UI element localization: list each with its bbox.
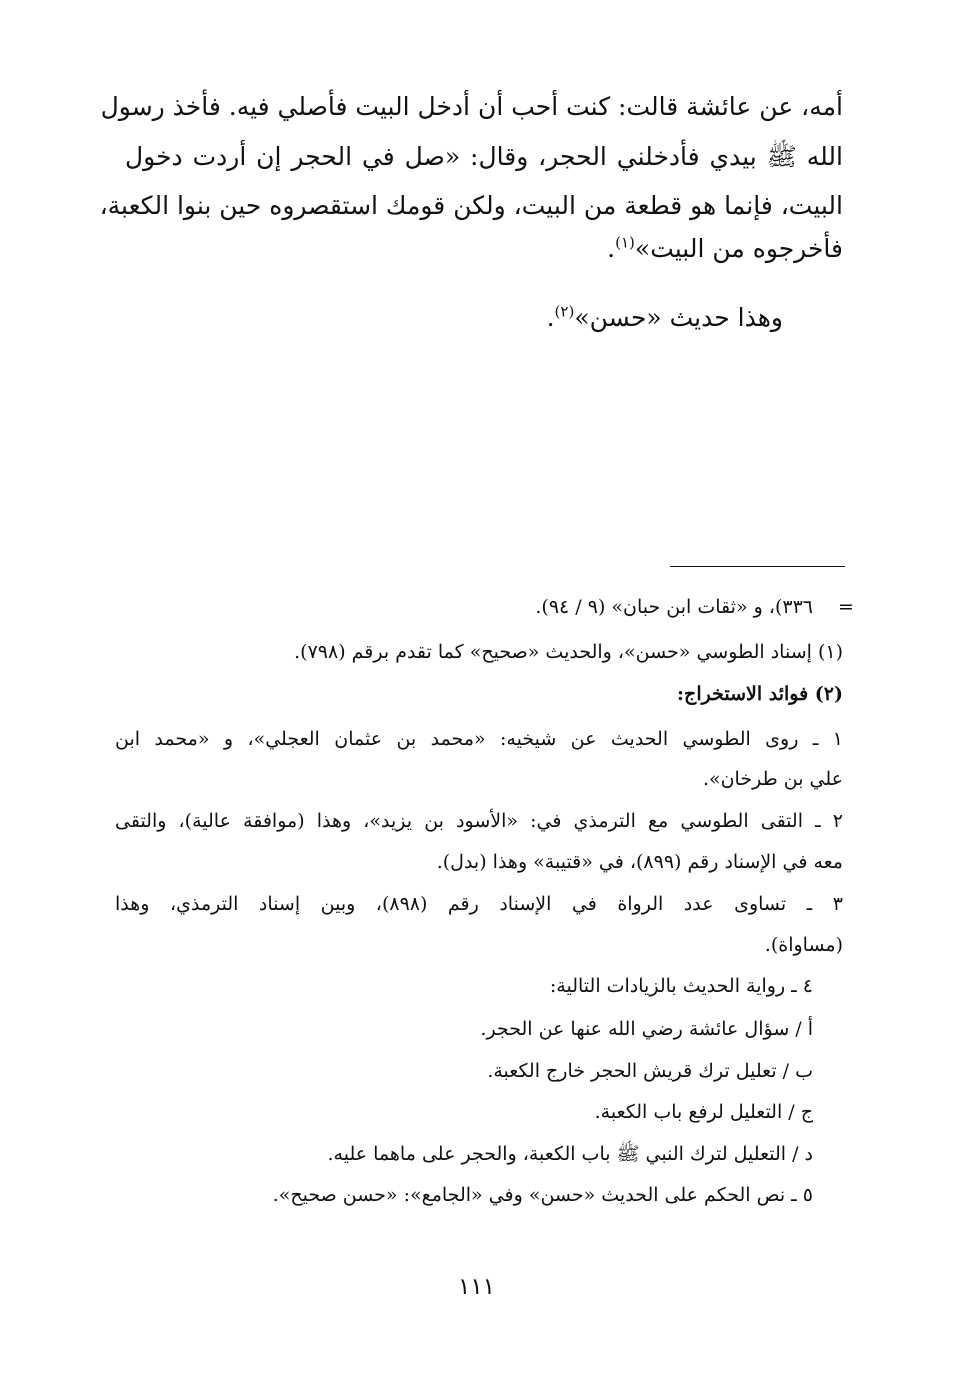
footnote-subitem: ب / تعليل ترك قريش الحجر خارج الكعبة.	[487, 1060, 813, 1082]
footnote-reference-1: (١)	[615, 233, 635, 252]
footnote-continuation: ٣٣٦)، و «ثقات ابن حبان» (٩ / ٩٤).	[535, 596, 813, 618]
main-text-line: البيت، فإنما هو قطعة من البيت، ولكن قومك استقصروه حين بنوا الكعبة،	[99, 191, 843, 220]
main-text-fragment: فأخرجوه من البيت»	[634, 234, 843, 263]
main-text-line	[125, 233, 843, 263]
main-text-line: أمه، عن عائشة قالت: كنت أحب أن أدخل البيت فأصلي فيه. فأخذ رسول	[100, 92, 843, 121]
footnote-subitem: أ / سؤال عائشة رضي الله عنها عن الحجر.	[480, 1018, 813, 1040]
main-text-fragment: وهذا حديث «حسن»	[574, 303, 783, 332]
main-text-line: الله ﷺ بيدي فأدخلني الحجر، وقال: «صل في الحجر إن أردت دخول	[125, 142, 843, 171]
footnote-item: (مساواة).	[764, 934, 843, 956]
footnote-item: ٥ ـ نص الحكم على الحديث «حسن» وفي «الجامع»: «حسن صحيح».	[272, 1184, 813, 1206]
footnote-subitem: ج / التعليل لرفع باب الكعبة.	[594, 1101, 813, 1123]
footnote-2-heading: (٢) فوائد الاستخراج:	[677, 683, 843, 705]
footnote-item: علي بن طرخان».	[702, 768, 843, 790]
footnote-item: ٤ ـ رواية الحديث بالزيادات التالية:	[549, 975, 813, 997]
footnote-item: معه في الإسناد رقم (٨٩٩)، في «قتيبة» وهذا (بدل).	[436, 851, 843, 873]
page-number: ١١١	[457, 1274, 496, 1300]
main-text-fragment: .	[546, 303, 555, 332]
footnote-subitem: د / التعليل لترك النبي ﷺ باب الكعبة، والحجر على ماهما عليه.	[327, 1143, 813, 1165]
footnote-item: ٣ ـ تساوى عدد الرواة في الإسناد رقم (٨٩٨)، وبين إسناد الترمذي، وهذا	[115, 893, 843, 915]
footnote-item: ١ ـ روى الطوسي الحديث عن شيخيه: «محمد بن عثمان العجلي»، و «محمد ابن	[115, 728, 843, 750]
footnote-continuation-mark: =	[838, 596, 854, 618]
footnote-separator	[670, 566, 845, 567]
main-text-fragment: .	[607, 234, 616, 263]
footnote-1: (١) إسناد الطوسي «حسن»، والحديث «صحيح» كما تقدم برقم (٧٩٨).	[294, 641, 843, 663]
footnote-item: ٢ ـ التقى الطوسي مع الترمذي في: «الأسود بن يزيد»، وهذا (موافقة عالية)، والتقى	[115, 810, 843, 832]
footnote-reference-2: (٢)	[554, 302, 575, 321]
hadith-verdict-line	[143, 302, 783, 332]
